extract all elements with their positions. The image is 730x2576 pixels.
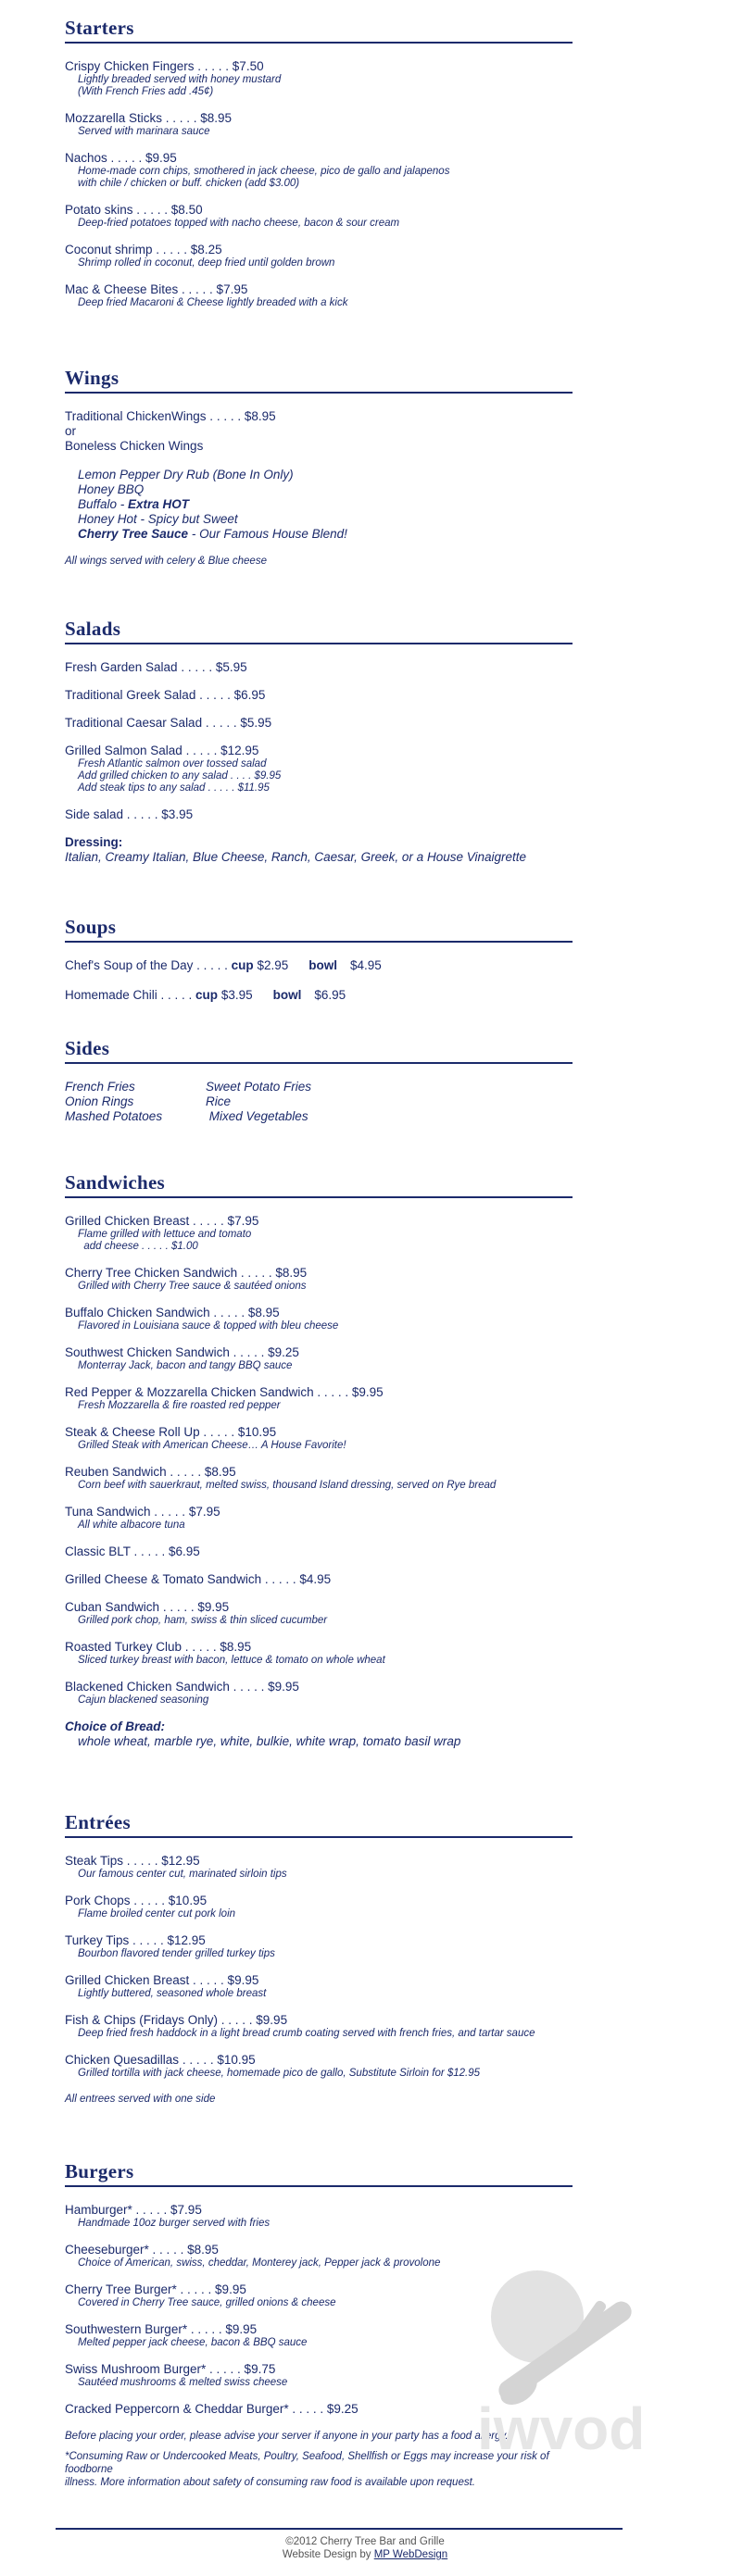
- menu-item-name: Mac & Cheese Bites . . . . . $7.95: [65, 282, 248, 296]
- soup-of-the-day-name: Chef's Soup of the Day . . . . .: [65, 958, 232, 972]
- raw-food-warning-1: *Consuming Raw or Undercooked Meats, Poultry, Seafood, Shellfish or Eggs may increase your risk of foodborne: [65, 2451, 549, 2475]
- menu-item: [65, 1544, 573, 1559]
- menu-item-description: Sautéed mushrooms & melted swiss cheese: [78, 2377, 288, 2388]
- soup-bowl-label: bowl: [308, 958, 337, 972]
- menu-item: [65, 716, 573, 731]
- design-credit-prefix: Website Design by: [282, 2549, 374, 2560]
- menu-item-description: Covered in Cherry Tree sauce, grilled onions & cheese: [78, 2297, 336, 2308]
- entrees-section: [65, 1811, 573, 2106]
- menu-item: [65, 660, 573, 675]
- sandwiches-list: [65, 1214, 573, 1707]
- menu-item-description: Corn beef with sauerkraut, melted swiss, thousand Island dressing, served on Rye bread: [78, 1480, 497, 1491]
- menu-item-description: Shrimp rolled in coconut, deep fried until golden brown: [78, 257, 335, 269]
- menu-item-description: Cajun blackened seasoning: [78, 1694, 209, 1706]
- menu-item-name: Mozzarella Sticks . . . . . $8.95: [65, 111, 233, 125]
- menu-item-description: (With French Fries add .45¢): [78, 86, 214, 97]
- menu-item: [65, 2053, 573, 2080]
- menu-item: [65, 282, 573, 309]
- menu-item-description: Choice of American, swiss, cheddar, Monterey jack, Pepper jack & provolone: [78, 2257, 441, 2269]
- burgers-title: Burgers: [65, 2160, 573, 2187]
- flavor-honey-hot: Honey Hot - Spicy but Sweet: [78, 512, 238, 526]
- flavor-cherry-tree-label: Cherry Tree Sauce: [78, 527, 189, 541]
- menu-item-description: Deep-fried potatoes topped with nacho cheese, bacon & sour cream: [78, 218, 400, 229]
- menu-item-name: Nachos . . . . . $9.95: [65, 151, 177, 165]
- raw-food-warning-2: illness. More information about safety of consuming raw food is available upon request.: [65, 2477, 475, 2488]
- menu-item: [65, 744, 573, 794]
- menu-item: [65, 2013, 573, 2040]
- salads-list: [65, 660, 573, 822]
- menu-item-description: Flavored in Louisiana sauce & topped with bleu cheese: [78, 1320, 339, 1332]
- menu-item: [65, 1214, 573, 1253]
- menu-item-name: Traditional Greek Salad . . . . . $6.95: [65, 688, 266, 702]
- side-item: Mixed Vegetables: [206, 1109, 308, 1123]
- menu-item-description: Fresh Atlantic salmon over tossed salad: [78, 758, 267, 769]
- menu-item: [65, 1854, 573, 1881]
- menu-item-name: Buffalo Chicken Sandwich . . . . . $8.95: [65, 1306, 280, 1319]
- flavor-cherry-tree-desc: - Our Famous House Blend!: [188, 527, 347, 541]
- menu-item: [65, 1465, 573, 1492]
- wings-title: Wings: [65, 367, 573, 394]
- sides-col-1: [65, 1080, 206, 1124]
- sides-title: Sides: [65, 1037, 573, 1064]
- menu-item-name: Side salad . . . . . $3.95: [65, 807, 194, 821]
- menu-item-description: Deep fried Macaroni & Cheese lightly breaded with a kick: [78, 297, 348, 308]
- menu-item-description: All white albacore tuna: [78, 1519, 185, 1531]
- menu-item-description: Melted pepper jack cheese, bacon & BBQ sauce: [78, 2337, 308, 2348]
- menu-item: [65, 1505, 573, 1532]
- side-item: Sweet Potato Fries: [206, 1080, 312, 1094]
- allergy-note: Before placing your order, please advise your server if anyone in your party has a food allergy.: [65, 2431, 509, 2442]
- menu-item-description: Flame broiled center cut pork loin: [78, 1908, 236, 1919]
- menu-item-description: Grilled pork chop, ham, swiss & thin sliced cucumber: [78, 1615, 328, 1626]
- menu-item-name: Hamburger* . . . . . $7.95: [65, 2203, 202, 2217]
- menu-item-description: with chile / chicken or buff. chicken (add $3.00): [78, 178, 300, 189]
- sandwiches-title: Sandwiches: [65, 1171, 573, 1198]
- menu-item-description: Add steak tips to any salad . . . . . $11.95: [78, 782, 270, 794]
- watermark-logo: [449, 2259, 690, 2463]
- menu-item: [65, 1266, 573, 1293]
- chili-cup-label: cup: [195, 988, 219, 1002]
- menu-item: [65, 111, 573, 138]
- wings-note: All wings served with celery & Blue cheese: [65, 556, 267, 567]
- menu-item-description: Our famous center cut, marinated sirloin tips: [78, 1869, 287, 1880]
- starters-title: Starters: [65, 17, 573, 44]
- fork-spoon-icon: [491, 2270, 636, 2411]
- menu-item: [65, 1306, 573, 1332]
- chili-bowl-label: bowl: [272, 988, 302, 1002]
- sides-section: [65, 1037, 573, 1124]
- menu-item-name: Pork Chops . . . . . $10.95: [65, 1894, 208, 1907]
- design-credit-link[interactable]: MP WebDesign: [373, 2549, 448, 2560]
- salads-section: [65, 618, 573, 865]
- menu-item-name: Cuban Sandwich . . . . . $9.95: [65, 1600, 230, 1614]
- wings-boneless: Boneless Chicken Wings: [65, 439, 204, 453]
- side-item: French Fries: [65, 1080, 135, 1094]
- menu-item-description: Monterray Jack, bacon and tangy BBQ sauce: [78, 1360, 293, 1371]
- menu-item: [65, 1600, 573, 1627]
- menu-item-description: Home-made corn chips, smothered in jack cheese, pico de gallo and jalapenos: [78, 166, 450, 177]
- watermark-text: iwvod: [477, 2395, 646, 2462]
- soup-of-the-day: [65, 958, 573, 973]
- menu-item-name: Chicken Quesadillas . . . . . $10.95: [65, 2053, 256, 2067]
- menu-item: [65, 1894, 573, 1920]
- menu-item-name: Roasted Turkey Club . . . . . $8.95: [65, 1640, 252, 1654]
- menu-item-description: Lightly breaded served with honey mustard: [78, 74, 282, 85]
- flavor-lemon-pepper: Lemon Pepper Dry Rub (Bone In Only): [78, 468, 294, 481]
- sides-col-2: [206, 1080, 311, 1124]
- soup-cup-price: $2.95: [253, 958, 289, 972]
- soups-section: [65, 916, 573, 1003]
- menu-item-description: Deep fried fresh haddock in a light bread crumb coating served with french fries, and tartar sauce: [78, 2028, 535, 2039]
- menu-item-name: Turkey Tips . . . . . $12.95: [65, 1933, 206, 1947]
- chili-name: Homemade Chili . . . . .: [65, 988, 196, 1002]
- menu-item-description: Sliced turkey breast with bacon, lettuce & tomato on whole wheat: [78, 1655, 385, 1666]
- side-item: Mashed Potatoes: [65, 1109, 163, 1123]
- design-credit: [0, 2548, 730, 2561]
- dressing-label: Dressing:: [65, 835, 123, 849]
- dressing-options: Italian, Creamy Italian, Blue Cheese, Ranch, Caesar, Greek, or a House Vinaigrette: [65, 850, 527, 864]
- menu-item-name: Swiss Mushroom Burger* . . . . . $9.75: [65, 2362, 276, 2376]
- menu-item-name: Classic BLT . . . . . $6.95: [65, 1544, 200, 1558]
- menu-item: [65, 59, 573, 98]
- menu-item: [65, 1572, 573, 1587]
- menu-item: [65, 1345, 573, 1372]
- menu-item: [65, 1425, 573, 1452]
- entrees-title: Entrées: [65, 1811, 573, 1838]
- flavor-buffalo: [65, 497, 573, 512]
- bread-options: whole wheat, marble rye, white, bulkie, white wrap, tomato basil wrap: [78, 1734, 461, 1748]
- menu-item: [65, 807, 573, 822]
- menu-item-description: Flame grilled with lettuce and tomato: [78, 1229, 252, 1240]
- menu-item: [65, 688, 573, 703]
- menu-item-name: Steak Tips . . . . . $12.95: [65, 1854, 200, 1868]
- menu-item-name: Cherry Tree Chicken Sandwich . . . . . $8.95: [65, 1266, 308, 1280]
- menu-item-description: Grilled Steak with American Cheese… A House Favorite!: [78, 1440, 346, 1451]
- menu-item: [65, 151, 573, 190]
- menu-item-name: Southwestern Burger* . . . . . $9.95: [65, 2322, 258, 2336]
- menu-item-name: Southwest Chicken Sandwich . . . . . $9.25: [65, 1345, 299, 1359]
- wings-traditional: Traditional ChickenWings . . . . . $8.95: [65, 409, 276, 423]
- menu-item-description: Fresh Mozzarella & fire roasted red pepper: [78, 1400, 281, 1411]
- menu-item-description: Served with marinara sauce: [78, 126, 210, 137]
- menu-item-name: Grilled Chicken Breast . . . . . $7.95: [65, 1214, 259, 1228]
- starters-list: [65, 59, 573, 309]
- menu-item: [65, 203, 573, 230]
- wings-section: [65, 367, 573, 568]
- menu-item-name: Tuna Sandwich . . . . . $7.95: [65, 1505, 220, 1519]
- menu-item-name: Traditional Caesar Salad . . . . . $5.95: [65, 716, 272, 730]
- menu-item-description: add cheese . . . . . $1.00: [78, 1241, 198, 1252]
- salads-title: Salads: [65, 618, 573, 644]
- soups-title: Soups: [65, 916, 573, 943]
- entrees-note: All entrees served with one side: [65, 2094, 216, 2105]
- menu-item-description: Bourbon flavored tender grilled turkey tips: [78, 1948, 275, 1959]
- sandwiches-section: [65, 1171, 573, 1749]
- menu-item-name: Cherry Tree Burger* . . . . . $9.95: [65, 2282, 246, 2296]
- menu-item-description: Handmade 10oz burger served with fries: [78, 2218, 271, 2229]
- menu-item-name: Blackened Chicken Sandwich . . . . . $9.95: [65, 1680, 299, 1694]
- menu-item-name: Fresh Garden Salad . . . . . $5.95: [65, 660, 247, 674]
- menu-item-description: Grilled tortilla with jack cheese, homemade pico de gallo, Substitute Sirloin for $12.95: [78, 2068, 481, 2079]
- menu-item-name: Cracked Peppercorn & Cheddar Burger* . . . . . $9.25: [65, 2402, 359, 2416]
- wings-or: or: [65, 424, 77, 438]
- menu-item-name: Coconut shrimp . . . . . $8.25: [65, 243, 222, 256]
- footer: [0, 2535, 730, 2561]
- menu-item-name: Potato skins . . . . . $8.50: [65, 203, 203, 217]
- footer-divider: [56, 2528, 623, 2530]
- menu-item-description: Grilled with Cherry Tree sauce & sautéed onions: [78, 1281, 307, 1292]
- menu-item-name: Steak & Cheese Roll Up . . . . . $10.95: [65, 1425, 277, 1439]
- menu-item-name: Fish & Chips (Fridays Only) . . . . . $9.95: [65, 2013, 288, 2027]
- flavor-cherry-tree: [65, 527, 573, 542]
- flavor-buffalo-label: Buffalo -: [78, 497, 129, 511]
- side-item: Rice: [206, 1094, 232, 1108]
- menu-item: [65, 243, 573, 269]
- bread-label: Choice of Bread:: [65, 1719, 166, 1733]
- menu-item: [65, 1385, 573, 1412]
- menu-item-name: Cheeseburger* . . . . . $8.95: [65, 2243, 219, 2257]
- soup-cup-label: cup: [231, 958, 254, 972]
- soup-bowl-price: $4.95: [349, 958, 382, 972]
- menu-item-name: Grilled Salmon Salad . . . . . $12.95: [65, 744, 259, 757]
- menu-item-name: Red Pepper & Mozzarella Chicken Sandwich . . . . . $9.95: [65, 1385, 384, 1399]
- starters-section: [65, 17, 573, 322]
- menu-item: [65, 1640, 573, 1667]
- menu-item-name: Grilled Chicken Breast . . . . . $9.95: [65, 1973, 259, 1987]
- menu-item: [65, 2203, 573, 2230]
- homemade-chili: [65, 988, 573, 1003]
- flavor-buffalo-heat: Extra HOT: [128, 497, 190, 511]
- copyright: ©2012 Cherry Tree Bar and Grille: [285, 2536, 445, 2547]
- side-item: Onion Rings: [65, 1094, 134, 1108]
- menu-item-name: Reuben Sandwich . . . . . $8.95: [65, 1465, 236, 1479]
- chili-cup-price: $3.95: [218, 988, 253, 1002]
- menu-item-name: Crispy Chicken Fingers . . . . . $7.50: [65, 59, 264, 73]
- entrees-list: [65, 1854, 573, 2080]
- menu-item-name: Grilled Cheese & Tomato Sandwich . . . . . $4.95: [65, 1572, 332, 1586]
- menu-item-description: Add grilled chicken to any salad . . . . $9.95: [78, 770, 282, 782]
- chili-bowl-price: $6.95: [314, 988, 346, 1002]
- menu-item: [65, 1680, 573, 1707]
- menu-item: [65, 1933, 573, 1960]
- menu-item: [65, 1973, 573, 2000]
- flavor-honey-bbq: Honey BBQ: [78, 482, 145, 496]
- menu-item-description: Lightly buttered, seasoned whole breast: [78, 1988, 267, 1999]
